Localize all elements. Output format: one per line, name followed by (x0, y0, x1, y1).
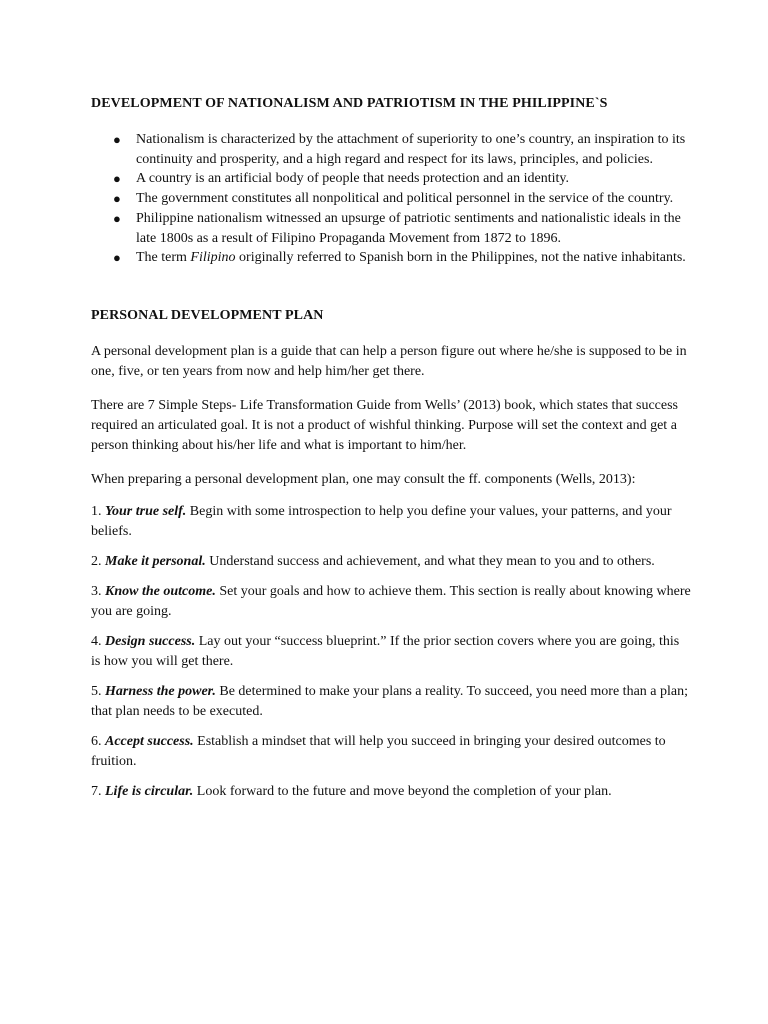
bullet-icon: ● (113, 210, 121, 226)
nationalism-bullet-list (91, 130, 691, 268)
step-number: 3. (91, 583, 105, 599)
bullet-icon: ● (113, 132, 121, 147)
step-number: 5. (91, 683, 105, 699)
step-title: Design success. (105, 633, 196, 649)
bullet-icon: ● (113, 171, 121, 187)
document-page (91, 88, 691, 802)
step-item (91, 502, 691, 542)
bullet-item (91, 189, 691, 209)
step-text: Lay out your “success blueprint.” If the prior section covers where you are going, this is how you will get there. (91, 633, 680, 669)
step-number: 2. (91, 553, 105, 569)
section-title-nationalism: DEVELOPMENT OF NATIONALISM AND PATRIOTISM IN THE PHILIPPINE`S (91, 96, 608, 111)
section-title-personal-development: PERSONAL DEVELOPMENT PLAN (91, 307, 324, 323)
step-number: 1. (91, 503, 105, 519)
step-text: Be determined to make your plans a reality. To succeed, you need more than a plan; that plan needs to be executed. (91, 683, 688, 719)
step-title: Harness the power. (105, 683, 216, 699)
step-title: Accept success. (105, 733, 194, 749)
step-text: Understand success and achievement, and what they mean to you and to others. (205, 553, 655, 569)
bullet-text: Philippine nationalism witnessed an upsurge of patriotic sentiments and nationalistic ideals in the late 1800s as a result of Filipino Propaganda Movement from 1872 to 1896. (136, 210, 681, 246)
step-title: Life is circular. (105, 783, 194, 799)
bullet-item (91, 248, 691, 268)
step-title: Your true self. (105, 503, 187, 519)
bullet-item (91, 209, 691, 248)
step-title: Know the outcome. (105, 583, 216, 599)
step-item (91, 782, 691, 802)
paragraph: A personal development plan is a guide that can help a person figure out where he/she is supposed to be in one, five, or ten years from now and help him/her get there. (91, 343, 687, 379)
personal-development-section (91, 306, 691, 802)
bullet-icon: ● (113, 250, 121, 266)
bullet-text-after: originally referred to Spanish born in the Philippines, not the native inhabitants. (235, 250, 686, 266)
step-text: Set your goals and how to achieve them. This section is really about knowing where you are going. (91, 583, 691, 619)
step-number: 6. (91, 733, 105, 749)
step-item (91, 552, 691, 572)
step-text: Begin with some introspection to help you define your values, your patterns, and your beliefs. (91, 503, 672, 539)
bullet-text-italic: Filipino (190, 250, 236, 266)
paragraph: When preparing a personal development plan, one may consult the ff. components (Wells, 2013): (91, 471, 636, 487)
step-item (91, 682, 691, 722)
bullet-text: A country is an artificial body of people that needs protection and an identity. (136, 171, 569, 187)
step-number: 7. (91, 783, 105, 799)
step-title: Make it personal. (105, 553, 206, 569)
step-item (91, 582, 691, 622)
bullet-item (91, 169, 691, 189)
paragraph: There are 7 Simple Steps- Life Transformation Guide from Wells’ (2013) book, which states that success required an articulated goal. It is not a product of wishful thinking. Purpose will set the context and get a person thinking about his/her life and what is important to him/her. (91, 397, 679, 453)
bullet-text: Nationalism is characterized by the attachment of superiority to one’s country, an inspiration to its continuity and prosperity, and a high regard and respect for its laws, principles, and policies. (136, 132, 686, 167)
step-number: 4. (91, 633, 105, 649)
bullet-item (91, 130, 691, 169)
bullet-icon: ● (113, 191, 121, 207)
step-item (91, 732, 691, 772)
bullet-text: The government constitutes all nonpolitical and political personnel in the service of the country. (136, 191, 674, 207)
bullet-text-before: The term (136, 250, 191, 266)
step-text: Look forward to the future and move beyond the completion of your plan. (193, 783, 612, 799)
step-text: Establish a mindset that will help you succeed in bringing your desired outcomes to fruition. (91, 733, 666, 769)
step-item (91, 632, 691, 672)
